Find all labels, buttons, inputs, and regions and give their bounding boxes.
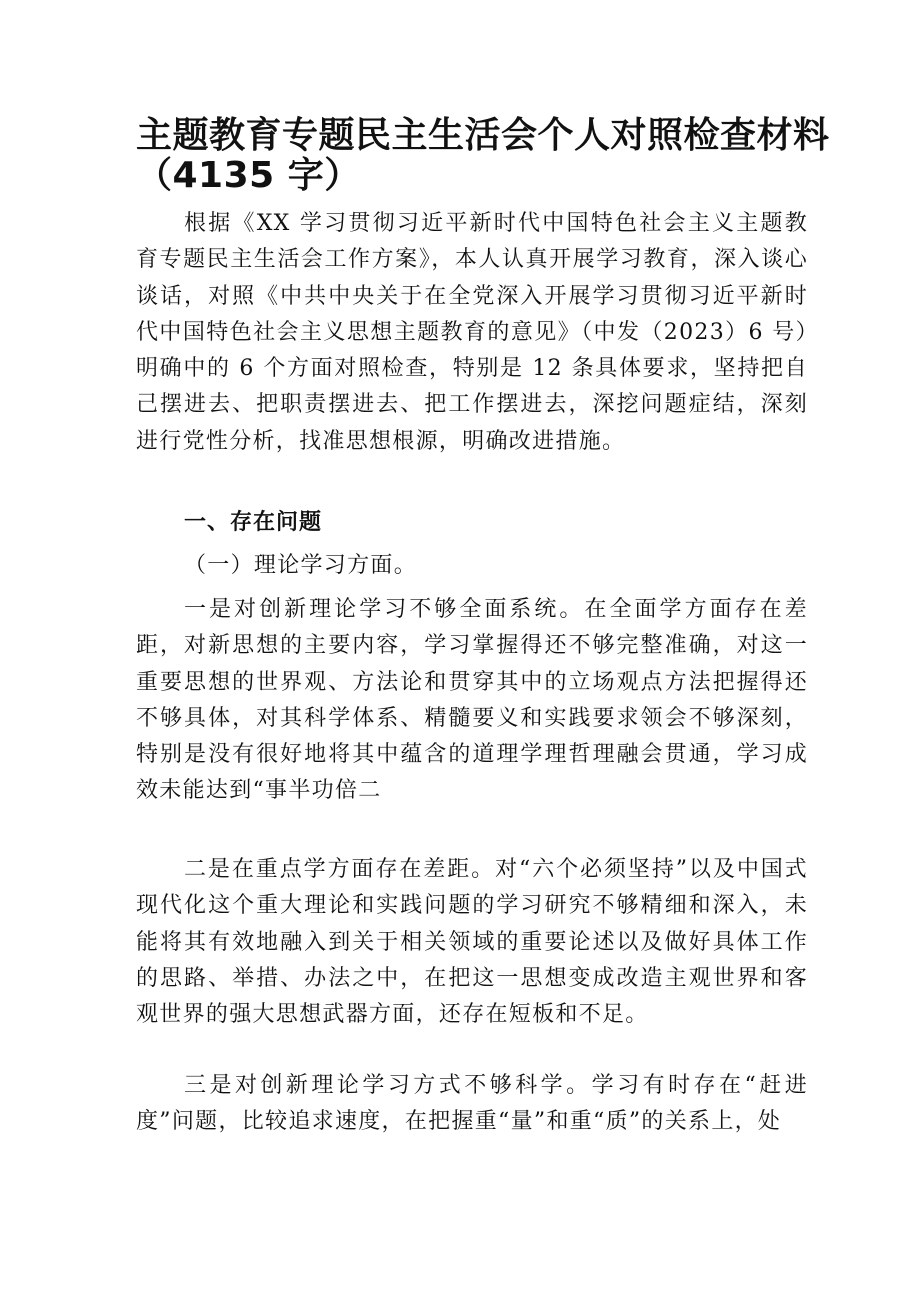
document-word-count: （4135 字） bbox=[136, 155, 361, 196]
intro-paragraph: 根据《XX 学习贯彻习近平新时代中国特色社会主义主题教育专题民主生活会工作方案》，本人认真开展学习教育，深入谈心谈话，对照《中共中央关于在全党深入开展学习贯彻习近平新时代中国特色社会主义思想主题教育的意见》（中发（2023）6 号）明确中的 6 个方面对照检查，特别是 12 条具体要求，坚持把自己摆进去、把职责摆进去、把工作摆进去，深挖问题症结，深刻进行党性分析，找准思想根源，明确改进措施。 bbox=[136, 211, 808, 454]
section-heading-problems: 一、存在问题 bbox=[184, 510, 323, 535]
paragraph-3: 三是对创新理论学习方式不够科学。学习有时存在“赶进度”问题，比较追求速度，在把握重“量”和重“质”的关系上，处 bbox=[136, 1073, 808, 1135]
document-title: 主题教育专题民主生活会个人对照检查材料 bbox=[136, 115, 830, 156]
paragraph-2: 二是在重点学方面存在差距。对“六个必须坚持”以及中国式现代化这个重大理论和实践问题的学习研究不够精细和深入，未能将其有效地融入到关于相关领域的重要论述以及做好具体工作的思路、举措、办法之中，在把这一思想变成改造主观世界和客观世界的强大思想武器方面，还存在短板和不足。 bbox=[136, 857, 808, 1028]
paragraph-1: 一是对创新理论学习不够全面系统。在全面学方面存在差距，对新思想的主要内容，学习掌握得还不够完整准确，对这一重要思想的世界观、方法论和贯穿其中的立场观点方法把握得还不够具体，对其科学体系、精髓要义和实践要求领会不够深刻，特别是没有很好地将其中蕴含的道理学理哲理融会贯通，学习成效未能达到“事半功倍二 bbox=[136, 597, 808, 804]
subsection-heading-theory-study: （一）理论学习方面。 bbox=[184, 553, 418, 578]
